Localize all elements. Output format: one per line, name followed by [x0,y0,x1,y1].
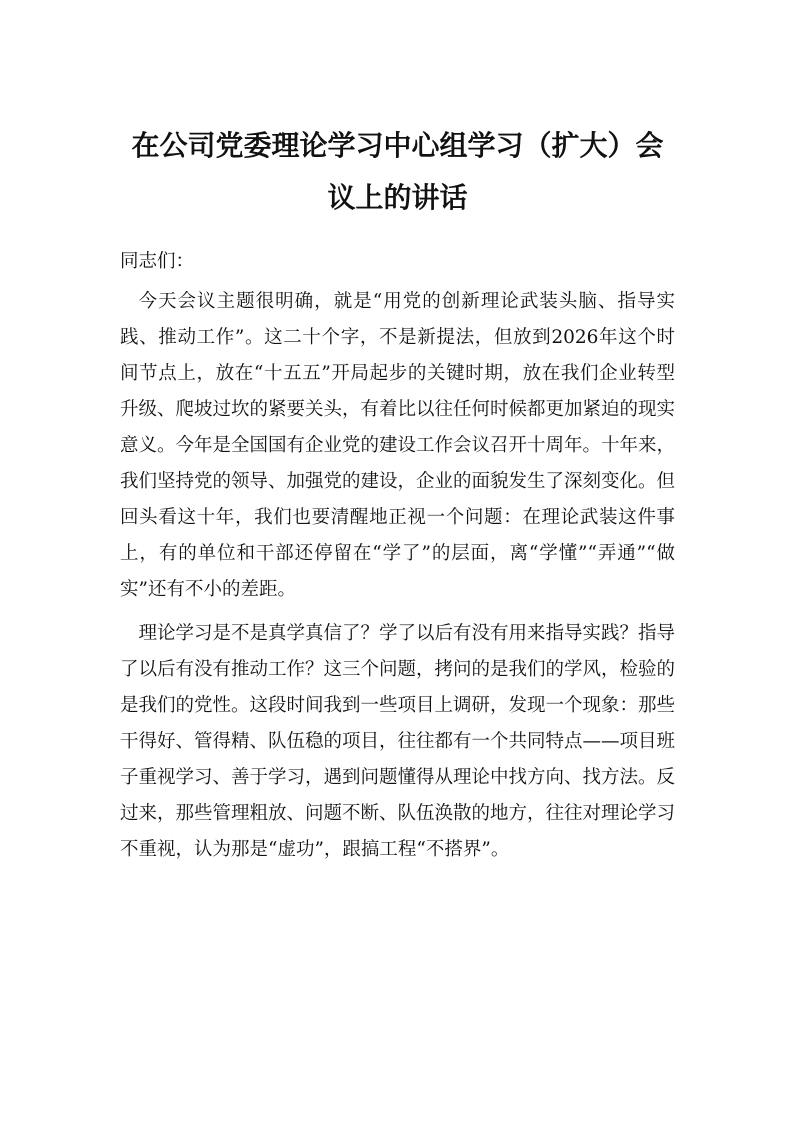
paragraph-1: 今天会议主题很明确，就是“用党的创新理论武装头脑、指导实践、推动工作”。这二十个字，不是新提法，但放到2026年这个时间节点上，放在“十五五”开局起步的关键时期，放在我们企业转型升级、爬坡过坎的紧要关头，有着比以往任何时候都更加紧迫的现实意义。今年是全国国有企业党的建设工作会议召开十周年。十年来，我们坚持党的领导、加强党的建设，企业的面貌发生了深刻变化。但回头看这十年，我们也要清醒地正视一个问题：在理论武装这件事上，有的单位和干部还停留在“学了”的层面，离“学懂”“弄通”“做实”还有不小的差距。 [120,291,676,600]
document-title [120,120,675,224]
document-body [120,244,675,876]
salutation: 同志们： [120,251,195,272]
paragraph-2: 理论学习是不是真学真信了？学了以后有没有用来指导实践？指导了以后有没有推动工作？这三个问题，拷问的是我们的学风，检验的是我们的党性。这段时间我到一些项目上调研，发现一个现象：那些干得好、管得精、队伍稳的项目，往往都有一个共同特点——项目班子重视学习、善于学习，遇到问题懂得从理论中找方向、找方法。反过来，那些管理粗放、问题不断、队伍涣散的地方，往往对理论学习不重视，认为那是“虚功”，跟搞工程“不搭界”。 [120,623,676,860]
title-line-2: 议上的讲话 [327,181,468,214]
title-line-1: 在公司党委理论学习中心组学习（扩大）会 [131,129,664,162]
